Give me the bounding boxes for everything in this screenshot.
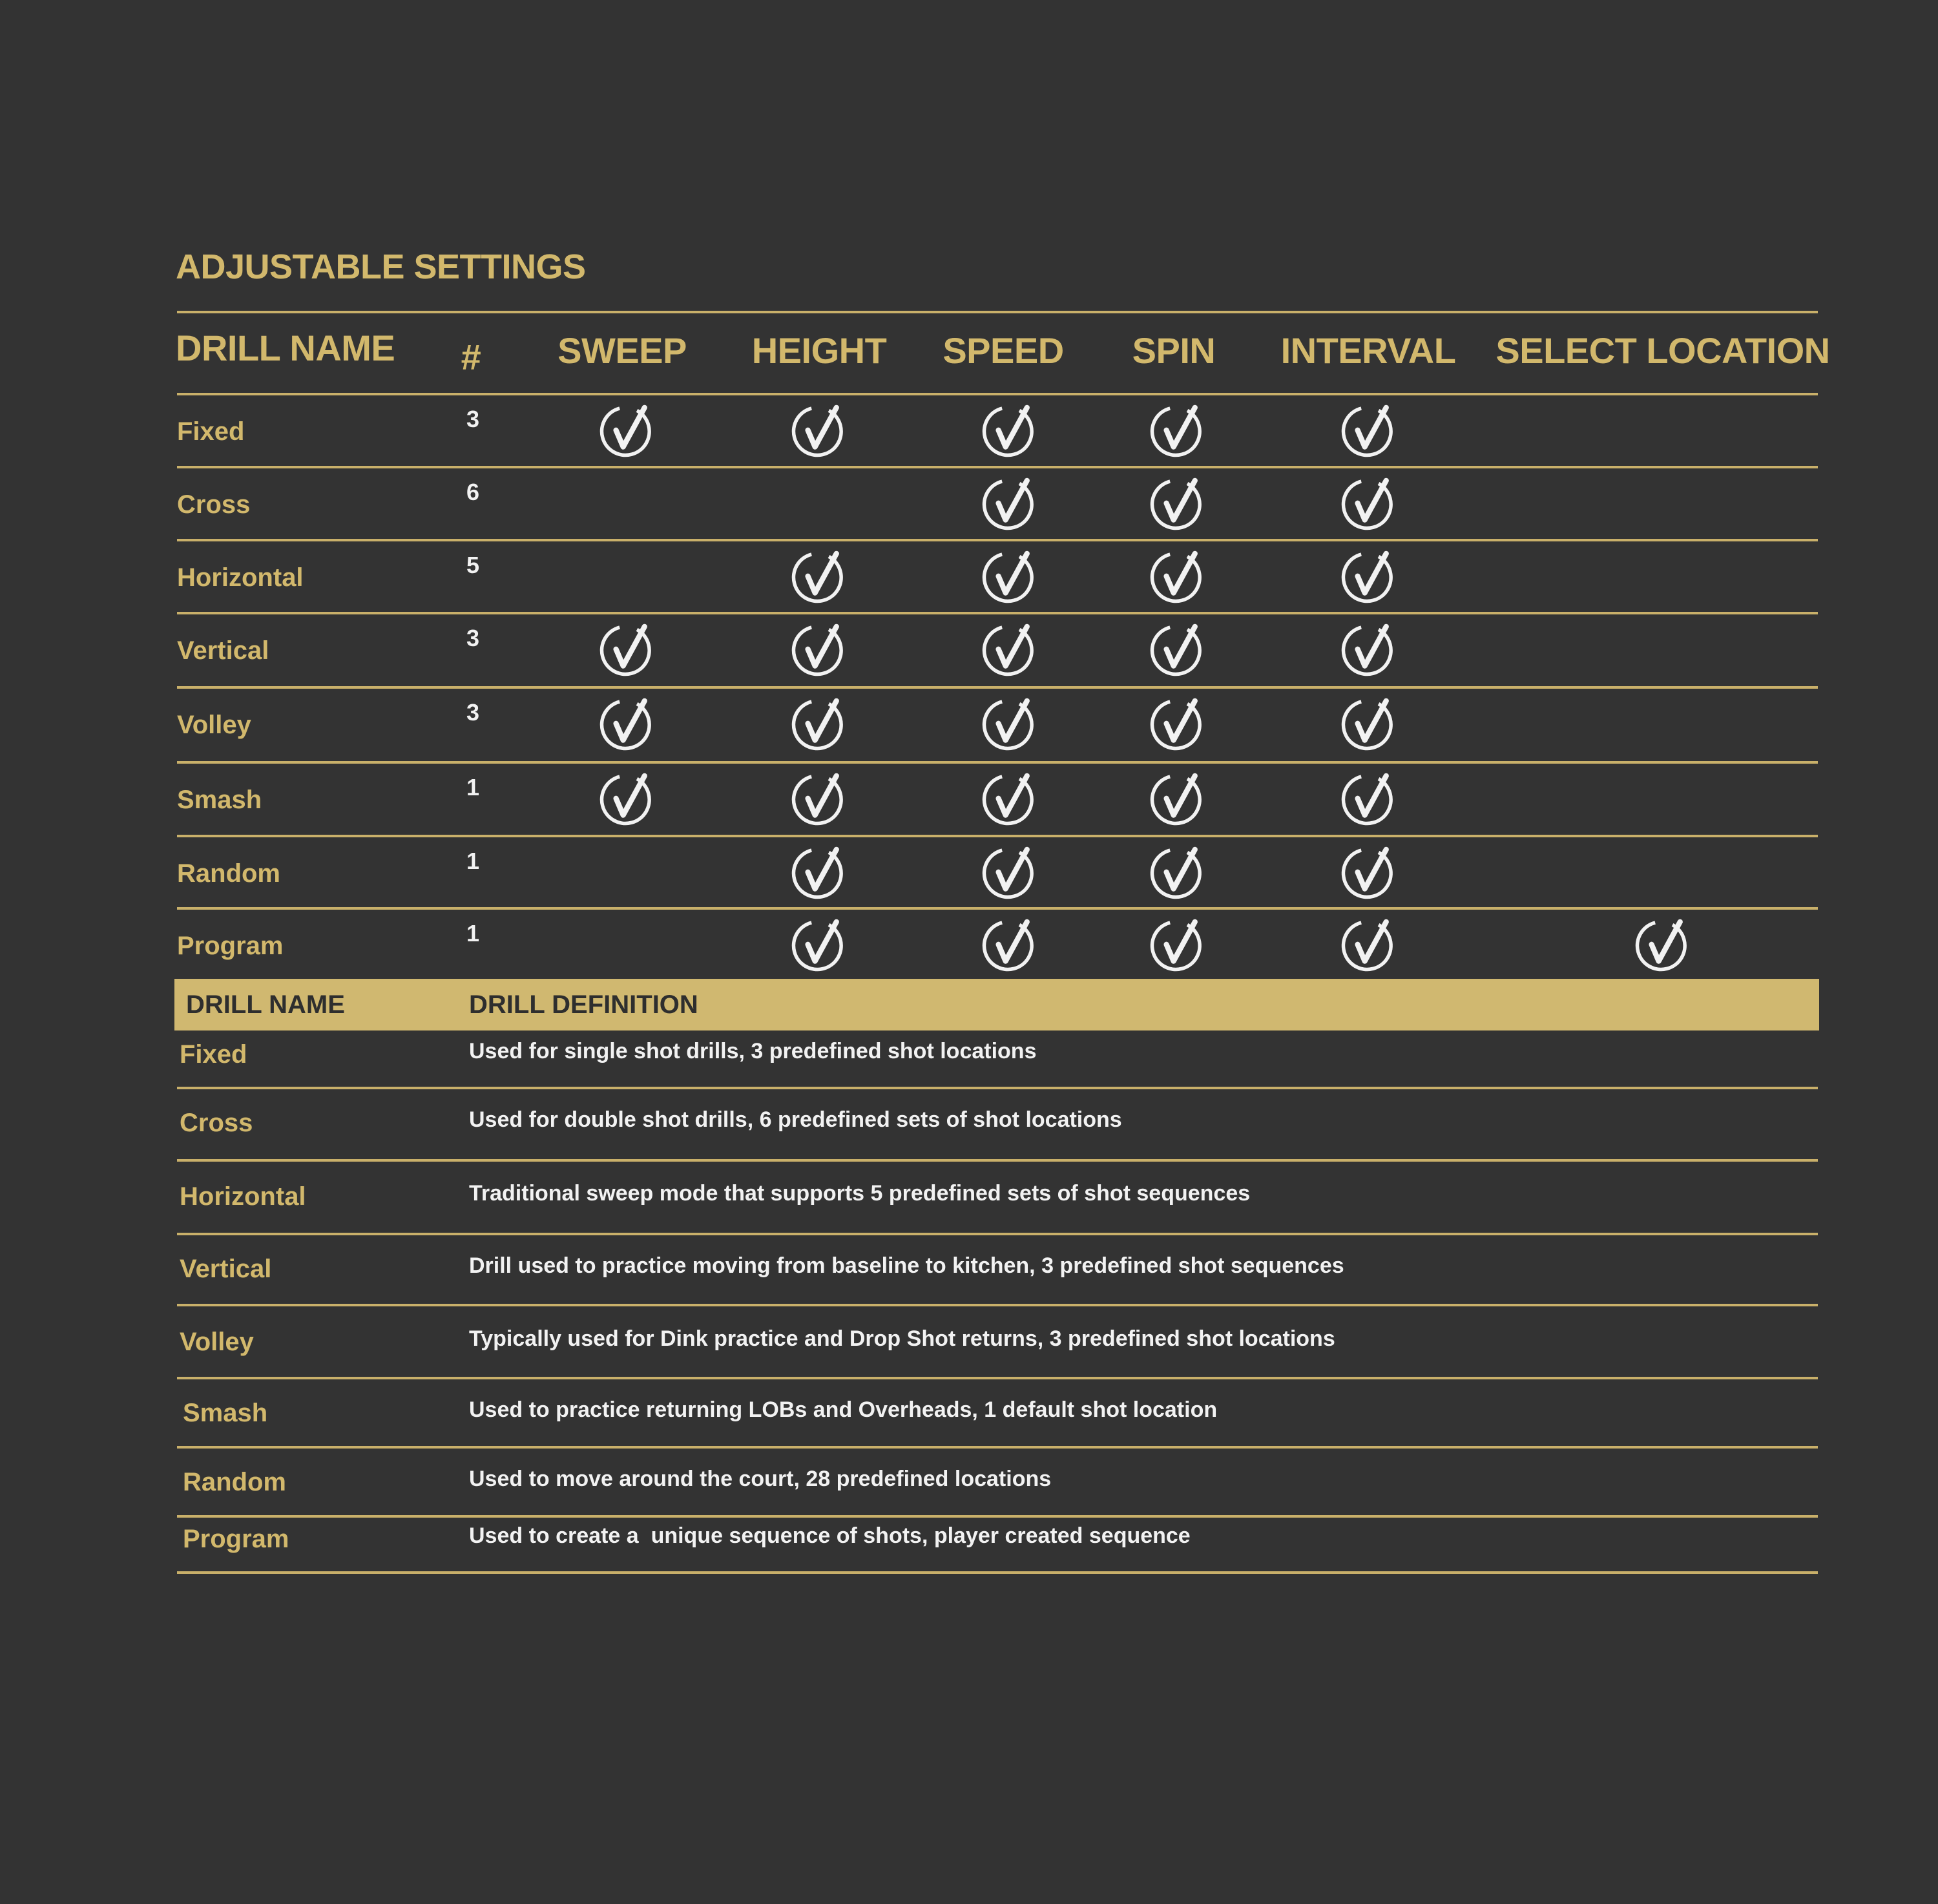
check-circle-icon bbox=[1340, 693, 1399, 752]
check-circle-icon bbox=[1149, 768, 1208, 827]
header-height: HEIGHT bbox=[751, 330, 887, 371]
page-title: ADJUSTABLE SETTINGS bbox=[176, 247, 586, 286]
check-circle-icon bbox=[790, 841, 849, 901]
definition-drill-name: Horizontal bbox=[180, 1182, 306, 1211]
drill-definition: Used to practice returning LOBs and Overheads, 1 default shot location bbox=[469, 1397, 1218, 1422]
definition-drill-name: Smash bbox=[183, 1399, 268, 1427]
drill-definition: Used to create a unique sequence of shots, player created sequence bbox=[469, 1523, 1191, 1548]
header-select-location: SELECT LOCATION bbox=[1495, 330, 1830, 371]
table-row bbox=[0, 466, 1938, 538]
table-row bbox=[0, 393, 1938, 465]
check-circle-icon bbox=[790, 399, 849, 459]
check-circle-icon bbox=[790, 618, 849, 678]
check-circle-icon bbox=[1149, 545, 1208, 605]
drill-name: Volley bbox=[177, 711, 251, 739]
drill-definition: Used to move around the court, 28 predefined locations bbox=[469, 1467, 1052, 1491]
divider bbox=[177, 1515, 1818, 1518]
check-circle-icon bbox=[981, 399, 1040, 459]
check-circle-icon bbox=[790, 693, 849, 752]
check-circle-icon bbox=[1340, 768, 1399, 827]
divider bbox=[177, 1233, 1818, 1235]
check-circle-icon bbox=[1149, 914, 1208, 973]
drill-name: Smash bbox=[177, 786, 262, 814]
definitions-table-header bbox=[174, 979, 1819, 1030]
header-spin: SPIN bbox=[1132, 330, 1216, 371]
check-circle-icon bbox=[598, 768, 658, 827]
check-circle-icon bbox=[981, 914, 1040, 973]
definition-drill-name: Fixed bbox=[180, 1040, 247, 1069]
drill-count: 1 bbox=[466, 774, 480, 800]
table-row bbox=[0, 835, 1938, 907]
check-circle-icon bbox=[1340, 618, 1399, 678]
table-row bbox=[0, 539, 1938, 611]
divider bbox=[177, 311, 1818, 313]
table-row bbox=[0, 761, 1938, 833]
drill-count: 6 bbox=[466, 479, 480, 505]
drill-definition: Traditional sweep mode that supports 5 predefined sets of shot sequences bbox=[469, 1181, 1251, 1206]
header-drill-definition: DRILL DEFINITION bbox=[469, 990, 698, 1019]
check-circle-icon bbox=[981, 618, 1040, 678]
header-drill-name: DRILL NAME bbox=[186, 990, 345, 1019]
header-sweep: SWEEP bbox=[557, 330, 687, 371]
definition-drill-name: Program bbox=[183, 1525, 289, 1553]
definition-drill-name: Volley bbox=[180, 1328, 254, 1356]
drill-name: Program bbox=[177, 932, 284, 960]
divider bbox=[177, 1446, 1818, 1449]
divider bbox=[177, 1159, 1818, 1162]
check-circle-icon bbox=[981, 841, 1040, 901]
table-row bbox=[0, 907, 1938, 979]
drill-count: 3 bbox=[466, 625, 480, 651]
check-circle-icon bbox=[981, 545, 1040, 605]
check-circle-icon bbox=[1149, 693, 1208, 752]
drill-definition: Drill used to practice moving from baseline to kitchen, 3 predefined shot sequences bbox=[469, 1253, 1344, 1278]
table-row bbox=[0, 612, 1938, 684]
check-circle-icon bbox=[1149, 618, 1208, 678]
definition-drill-name: Random bbox=[183, 1468, 286, 1496]
drill-definition: Typically used for Dink practice and Drop Shot returns, 3 predefined shot locations bbox=[469, 1326, 1335, 1351]
drill-count: 3 bbox=[466, 699, 480, 726]
header-interval: INTERVAL bbox=[1280, 330, 1456, 371]
drill-definition: Used for single shot drills, 3 predefined shot locations bbox=[469, 1039, 1037, 1063]
definition-drill-name: Vertical bbox=[180, 1255, 272, 1283]
check-circle-icon bbox=[981, 472, 1040, 532]
header-count: # bbox=[461, 337, 481, 377]
drill-count: 5 bbox=[466, 552, 480, 578]
header-drill-name: DRILL NAME bbox=[176, 328, 395, 368]
check-circle-icon bbox=[598, 693, 658, 752]
check-circle-icon bbox=[981, 768, 1040, 827]
check-circle-icon bbox=[1340, 399, 1399, 459]
check-circle-icon bbox=[1340, 841, 1399, 901]
check-circle-icon bbox=[1634, 914, 1693, 973]
check-circle-icon bbox=[981, 693, 1040, 752]
drill-count: 1 bbox=[466, 848, 480, 874]
definition-drill-name: Cross bbox=[180, 1109, 253, 1137]
check-circle-icon bbox=[790, 768, 849, 827]
check-circle-icon bbox=[1340, 914, 1399, 973]
check-circle-icon bbox=[790, 545, 849, 605]
check-circle-icon bbox=[598, 618, 658, 678]
drill-name: Horizontal bbox=[177, 563, 304, 592]
divider bbox=[177, 1377, 1818, 1379]
check-circle-icon bbox=[1340, 472, 1399, 532]
table-row bbox=[0, 686, 1938, 758]
drill-definition: Used for double shot drills, 6 predefined sets of shot locations bbox=[469, 1107, 1122, 1132]
check-circle-icon bbox=[790, 914, 849, 973]
drill-count: 3 bbox=[466, 406, 480, 432]
divider bbox=[177, 1087, 1818, 1089]
divider bbox=[177, 1304, 1818, 1306]
drill-name: Random bbox=[177, 859, 280, 888]
check-circle-icon bbox=[598, 399, 658, 459]
drill-name: Vertical bbox=[177, 636, 269, 665]
check-circle-icon bbox=[1149, 472, 1208, 532]
header-speed: SPEED bbox=[943, 330, 1064, 371]
check-circle-icon bbox=[1149, 841, 1208, 901]
drill-count: 1 bbox=[466, 920, 480, 947]
divider bbox=[177, 1571, 1818, 1574]
check-circle-icon bbox=[1340, 545, 1399, 605]
drill-name: Cross bbox=[177, 490, 251, 519]
check-circle-icon bbox=[1149, 399, 1208, 459]
drill-name: Fixed bbox=[177, 417, 245, 446]
